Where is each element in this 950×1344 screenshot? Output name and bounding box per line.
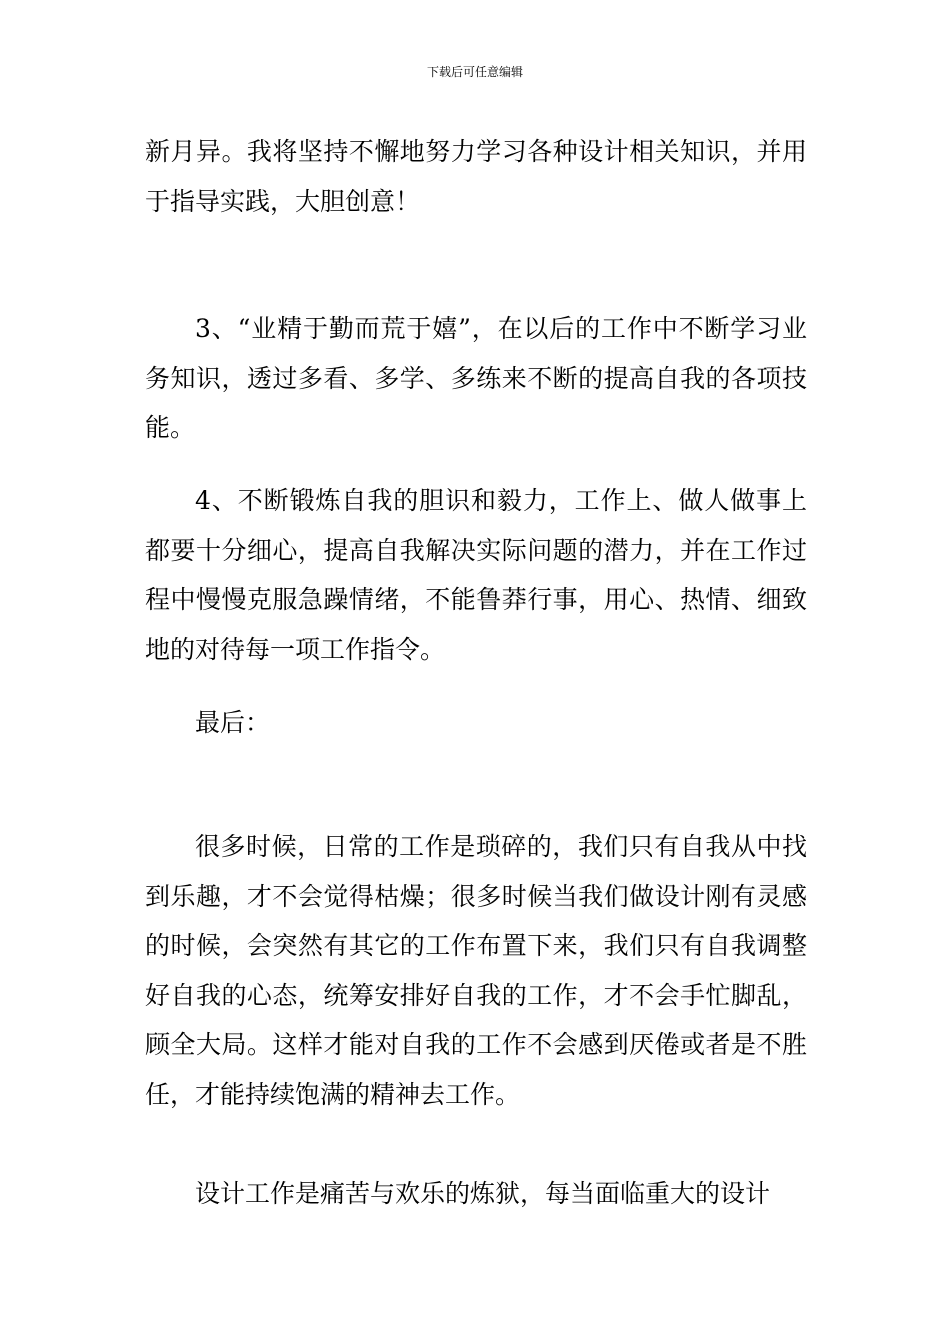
page-header-note: 下载后可任意编辑	[426, 65, 523, 79]
paragraph-finally-heading: 最后：	[195, 708, 271, 737]
paragraph-item-4: 4、不断锻炼自我的胆识和毅力，工作上、做人做事上都要十分细心，提高自我解决实际问题的潜力，并在工作过程中慢慢克服急躁情绪，不能鲁莽行事，用心、热情、细致地的对待每一项工作指令。	[145, 486, 807, 664]
paragraph-design-work: 设计工作是痛苦与欢乐的炼狱，每当面临重大的设计	[195, 1179, 771, 1208]
paragraph-item-3: 3、“业精于勤而荒于嬉”，在以后的工作中不断学习业务知识，透过多看、多学、多练来不断的提高自我的各项技能。	[145, 314, 807, 442]
paragraph-daily-work: 很多时候，日常的工作是琐碎的，我们只有自我从中找到乐趣，才不会觉得枯燥；很多时候当我们做设计刚有灵感的时候，会突然有其它的工作布置下来，我们只有自我调整好自我的心态，统筹安排好自我的工作，才不会手忙脚乱，顾全大局。这样才能对自我的工作不会感到厌倦或者是不胜任，才能持续饱满的精神去工作。	[145, 832, 807, 1109]
paragraph-continuation: 新月异。我将坚持不懈地努力学习各种设计相关知识，并用于指导实践，大胆创意！	[145, 137, 807, 216]
